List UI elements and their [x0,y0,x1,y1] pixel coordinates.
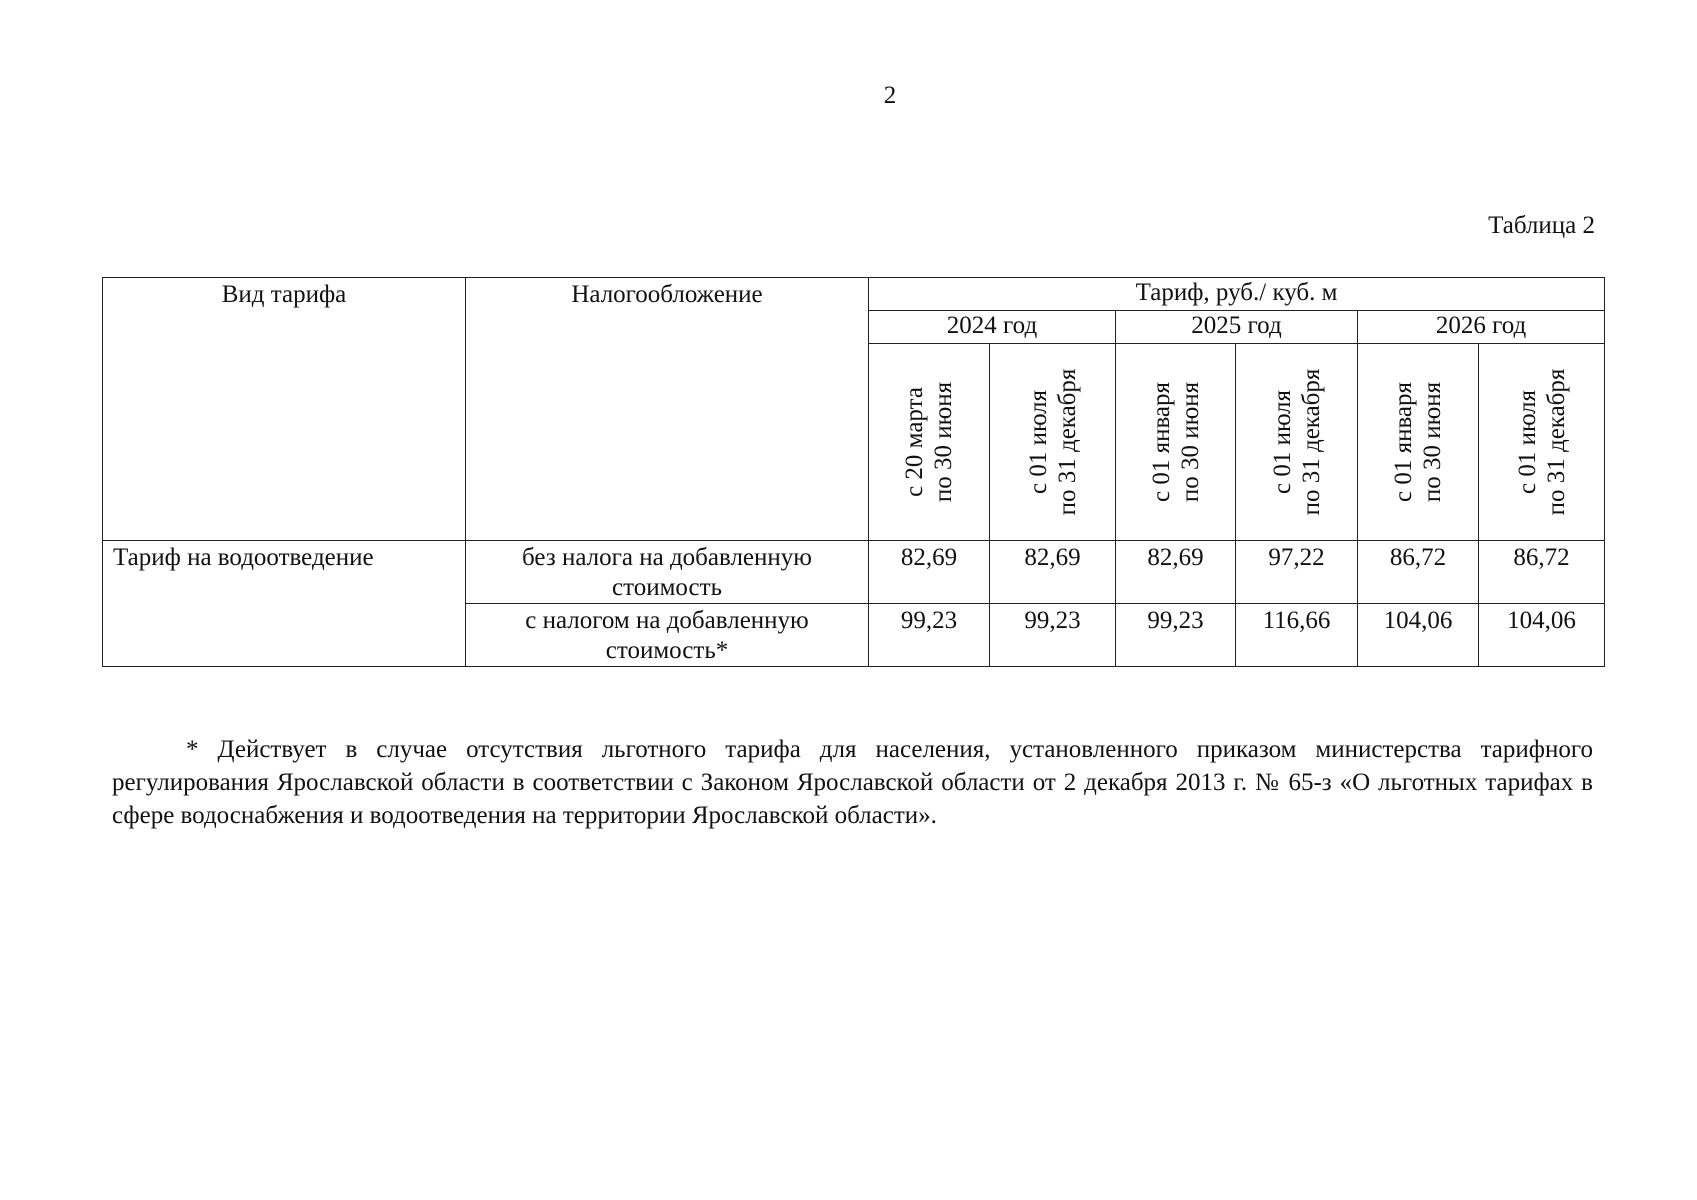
value-cell: 116,66 [1236,604,1358,667]
taxation-line: стоимость* [605,637,729,664]
period-from: с 01 января [1390,381,1417,503]
period-to: по 30 июня [1176,381,1204,503]
header-period-1 [869,344,990,541]
period-from: с 01 июля [1024,390,1052,495]
period-to: по 31 декабря [1542,368,1570,516]
taxation-line: с налогом на добавленную [525,607,809,634]
header-period-4 [1236,344,1358,541]
taxation-cell-without-vat [466,541,869,604]
header-period-5 [1358,344,1479,541]
header-tariff-unit: Тариф, руб./ куб. м [869,278,1605,311]
header-period-2 [990,344,1116,541]
header-year-2026: 2026 год [1358,311,1605,344]
period-from: с 01 июля [1513,390,1541,495]
header-year-2025: 2025 год [1116,311,1358,344]
header-taxation: Налогообложение [466,278,869,541]
taxation-cell-with-vat [466,604,869,667]
table-label: Таблица 2 [1488,212,1595,239]
header-period-3 [1116,344,1236,541]
taxation-line: стоимость [612,574,722,601]
value-cell: 86,72 [1358,541,1479,604]
value-cell: 86,72 [1479,541,1605,604]
header-year-2024: 2024 год [869,311,1116,344]
value-cell: 104,06 [1479,604,1605,667]
value-cell: 99,23 [990,604,1116,667]
footnote: * Действует в случае отсутствия льготного тарифа для населения, установленного приказом министерства тарифного регулирования Ярославской области в соответствии с Законом Ярославской области от 2 декабря 2013 г. № 65-з «О льготных тарифах в сфере водоснабжения и водоотведения на территории Ярославской области». [112,736,1593,829]
period-to: по 31 декабря [1053,368,1081,516]
period-to: по 30 июня [1419,381,1446,503]
tariff-table [102,277,1605,667]
value-cell: 82,69 [990,541,1116,604]
value-cell: 99,23 [1116,604,1236,667]
taxation-line: без налога на добавленную [522,544,812,571]
page-number: 2 [883,82,897,109]
period-from: с 01 июля [1268,390,1296,495]
value-cell: 82,69 [1116,541,1236,604]
value-cell: 82,69 [869,541,990,604]
period-to: по 31 декабря [1297,368,1325,516]
period-to: по 30 июня [930,381,957,503]
value-cell: 104,06 [1358,604,1479,667]
tariff-name-cell: Тариф на водоотведение [103,541,466,667]
header-tariff-type: Вид тарифа [103,278,466,541]
table-row [103,541,1605,604]
period-from: с 01 января [1147,381,1175,503]
value-cell: 97,22 [1236,541,1358,604]
period-from: с 20 марта [901,387,928,497]
header-period-6 [1479,344,1605,541]
value-cell: 99,23 [869,604,990,667]
